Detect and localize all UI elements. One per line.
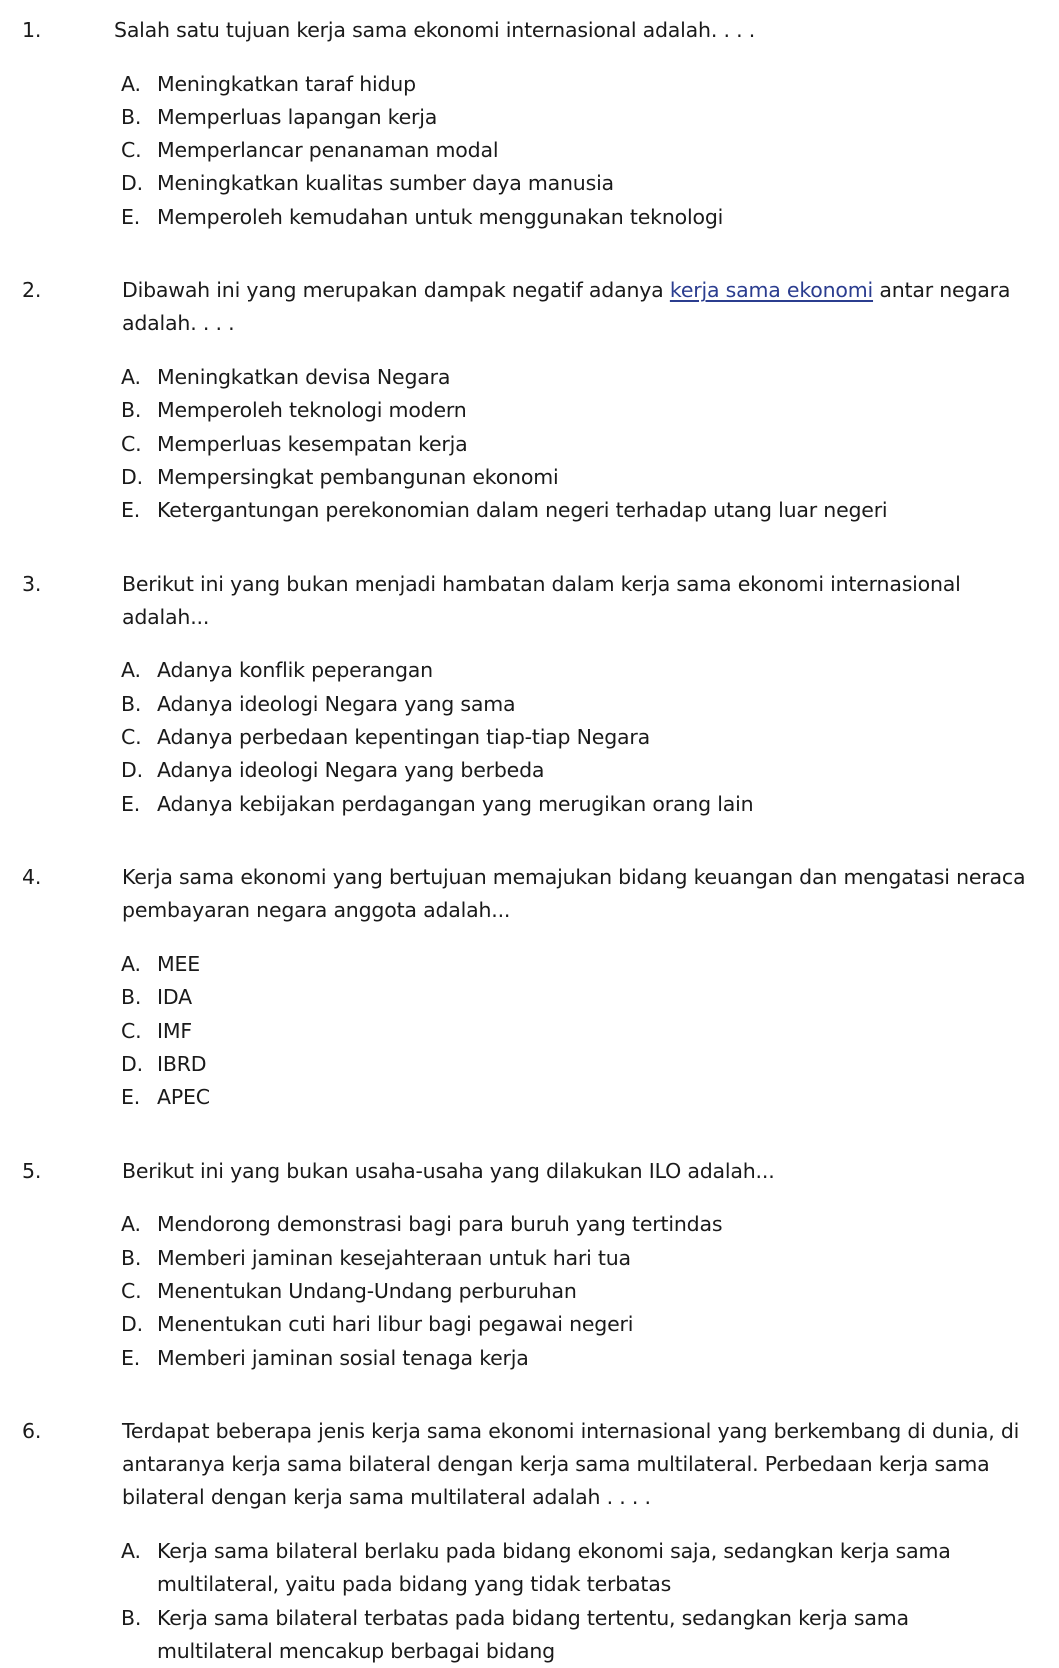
option-a[interactable] — [121, 361, 1029, 394]
option-c[interactable] — [121, 721, 1029, 754]
question-number: 6. — [22, 1419, 42, 1444]
option-letter: D. — [121, 1312, 143, 1337]
question-text-part: Dibawah ini yang merupakan dampak negatif adanya — [122, 278, 670, 303]
question-header — [22, 568, 1029, 634]
question-3 — [22, 568, 1029, 821]
question-1 — [22, 14, 1029, 234]
option-letter: E. — [121, 1085, 141, 1110]
option-letter: A. — [121, 1212, 141, 1237]
option-c[interactable] — [121, 1275, 1029, 1308]
option-b[interactable] — [121, 1242, 1029, 1275]
option-text: Mendorong demonstrasi bagi para buruh yang tertindas — [157, 1212, 723, 1237]
option-letter: C. — [121, 431, 142, 456]
option-letter: A. — [121, 71, 141, 96]
option-text: Meningkatkan kualitas sumber daya manusia — [157, 171, 614, 196]
option-text: Kerja sama bilateral terbatas pada bidang tertentu, sedangkan kerja sama multilateral mencakup berbagai bidang — [157, 1605, 909, 1663]
question-6 — [22, 1415, 1029, 1668]
option-b[interactable] — [121, 981, 1029, 1014]
option-letter: B. — [121, 691, 142, 716]
option-letter: E. — [121, 204, 141, 229]
option-letter: A. — [121, 1538, 141, 1563]
option-b[interactable] — [121, 394, 1029, 427]
option-text: Menentukan cuti hari libur bagi pegawai negeri — [157, 1312, 634, 1337]
option-text: Kerja sama bilateral berlaku pada bidang ekonomi saja, sedangkan kerja sama multilateral, yaitu pada bidang yang tidak terbatas — [157, 1538, 951, 1597]
question-5 — [22, 1155, 1029, 1375]
option-text: Meningkatkan taraf hidup — [157, 71, 416, 96]
question-text: Berikut ini yang bukan usaha-usaha yang dilakukan ILO adalah... — [122, 1158, 775, 1183]
option-text: Memberi jaminan kesejahteraan untuk hari tua — [157, 1245, 631, 1270]
option-letter: B. — [121, 398, 142, 423]
option-text: Adanya konflik peperangan — [157, 658, 433, 683]
question-number: 2. — [22, 278, 42, 303]
question-number: 1. — [22, 18, 42, 42]
question-number: 4. — [22, 865, 42, 890]
option-letter: C. — [121, 138, 142, 163]
question-text — [122, 274, 1029, 340]
option-letter: D. — [121, 758, 143, 783]
option-e[interactable] — [121, 1342, 1029, 1375]
question-header — [22, 14, 1029, 47]
option-text: IBRD — [157, 1051, 207, 1076]
option-text: MEE — [157, 951, 200, 976]
option-list — [121, 1535, 1029, 1668]
option-letter: B. — [121, 985, 142, 1010]
option-e[interactable] — [121, 201, 1029, 234]
option-b[interactable] — [121, 688, 1029, 721]
question-2 — [22, 274, 1029, 527]
option-d[interactable] — [121, 461, 1029, 494]
option-b[interactable] — [121, 101, 1029, 134]
option-letter: B. — [121, 104, 142, 129]
option-a[interactable] — [121, 1535, 1029, 1602]
option-b[interactable] — [121, 1602, 1029, 1668]
option-list — [121, 948, 1029, 1114]
question-text: Salah satu tujuan kerja sama ekonomi internasional adalah. . . . — [114, 18, 756, 42]
option-e[interactable] — [121, 1081, 1029, 1114]
option-text: IMF — [157, 1018, 192, 1043]
option-letter: C. — [121, 1279, 142, 1304]
question-number: 5. — [22, 1158, 42, 1183]
option-list — [121, 654, 1029, 820]
option-a[interactable] — [121, 654, 1029, 687]
option-text: Adanya kebijakan perdagangan yang merugikan orang lain — [157, 791, 754, 816]
option-letter: E. — [121, 1345, 141, 1370]
option-e[interactable] — [121, 494, 1029, 527]
option-list — [121, 361, 1029, 527]
question-header — [22, 861, 1029, 927]
option-letter: D. — [121, 1051, 143, 1076]
option-text: Memberi jaminan sosial tenaga kerja — [157, 1345, 529, 1370]
option-letter: D. — [121, 464, 143, 489]
option-text: Menentukan Undang-Undang perburuhan — [157, 1279, 577, 1304]
option-text: Memperoleh kemudahan untuk menggunakan teknologi — [157, 204, 724, 229]
question-header — [22, 1415, 1029, 1514]
option-list — [121, 68, 1029, 234]
option-d[interactable] — [121, 1048, 1029, 1081]
option-letter: D. — [121, 171, 143, 196]
option-c[interactable] — [121, 1015, 1029, 1048]
option-text: Memperluas kesempatan kerja — [157, 431, 468, 456]
option-letter: A. — [121, 658, 141, 683]
option-letter: A. — [121, 364, 141, 389]
option-text: Adanya ideologi Negara yang berbeda — [157, 758, 545, 783]
option-e[interactable] — [121, 788, 1029, 821]
question-text: Terdapat beberapa jenis kerja sama ekonomi internasional yang berkembang di dunia, di antaranya kerja sama bilateral dengan kerja sama multilateral. Perbedaan kerja sama bilateral dengan kerja sama multilateral adalah . . . . — [122, 1419, 1020, 1510]
option-text: Memperoleh teknologi modern — [157, 398, 467, 423]
option-c[interactable] — [121, 428, 1029, 461]
option-text: Ketergantungan perekonomian dalam negeri terhadap utang luar negeri — [157, 498, 888, 523]
option-letter: E. — [121, 498, 141, 523]
question-text-part: antar negara adalah. . . . — [122, 278, 1011, 336]
question-header — [22, 274, 1029, 340]
option-text: Adanya perbedaan kepentingan tiap-tiap Negara — [157, 725, 650, 750]
question-text: Kerja sama ekonomi yang bertujuan memajukan bidang keuangan dan mengatasi neraca pembayaran negara anggota adalah... — [122, 865, 1026, 923]
option-text: Adanya ideologi Negara yang sama — [157, 691, 516, 716]
option-d[interactable] — [121, 167, 1029, 200]
option-text: IDA — [157, 985, 192, 1010]
option-d[interactable] — [121, 1308, 1029, 1341]
question-link[interactable]: kerja sama ekonomi — [669, 278, 874, 303]
option-text: Meningkatkan devisa Negara — [157, 364, 451, 389]
option-text: APEC — [157, 1085, 210, 1110]
option-letter: E. — [121, 791, 141, 816]
option-letter: B. — [121, 1245, 142, 1270]
question-header — [22, 1155, 1029, 1188]
question-text: Berikut ini yang bukan menjadi hambatan dalam kerja sama ekonomi internasional adalah... — [122, 571, 961, 629]
option-text: Mempersingkat pembangunan ekonomi — [157, 464, 559, 489]
option-letter: C. — [121, 1018, 142, 1043]
option-text: Memperluas lapangan kerja — [157, 104, 438, 129]
option-letter: A. — [121, 951, 141, 976]
option-d[interactable] — [121, 754, 1029, 787]
option-a[interactable] — [121, 1208, 1029, 1241]
option-letter: B. — [121, 1605, 142, 1630]
option-a[interactable] — [121, 948, 1029, 981]
option-letter: C. — [121, 725, 142, 750]
option-c[interactable] — [121, 134, 1029, 167]
question-4 — [22, 861, 1029, 1114]
option-list — [121, 1208, 1029, 1374]
question-number: 3. — [22, 571, 42, 596]
option-text: Memperlancar penanaman modal — [157, 138, 499, 163]
option-a[interactable] — [121, 68, 1029, 101]
